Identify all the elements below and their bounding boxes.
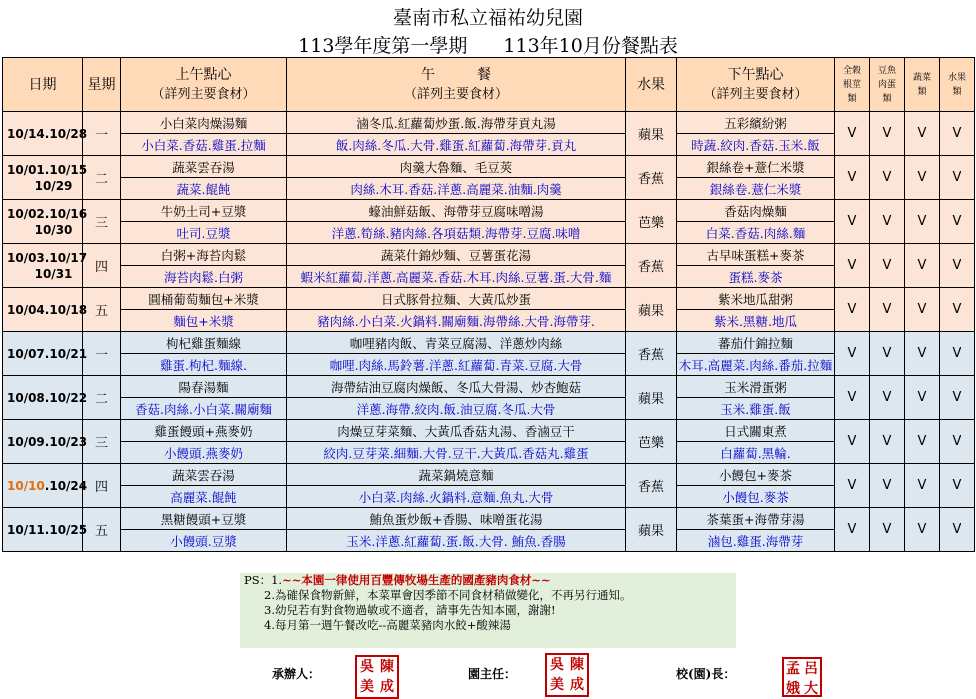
veg-check: V — [905, 332, 940, 376]
protein-check: V — [870, 376, 905, 420]
note-2: 2.為確保食物新鮮，本菜單會因季節不同食材稍做變化，不再另行通知。 — [264, 588, 632, 602]
menu-row-ingredients — [3, 134, 975, 156]
fruit-cell: 香蕉 — [626, 464, 677, 508]
fruit-check: V — [940, 420, 975, 464]
pm-snack-ingredients: 白蘿蔔.黑輪. — [677, 442, 835, 464]
lunch-ingredients: 洋蔥.海帶.絞肉.飯.油豆腐.冬瓜.大骨 — [287, 398, 626, 420]
pm-snack-dish: 日式關東煮 — [677, 420, 835, 442]
lunch-ingredients: 小白菜.肉絲.火鍋料.意麵.魚丸.大骨 — [287, 486, 626, 508]
weekday-cell: 三 — [83, 420, 121, 464]
date-cell: 10/07.10/21 — [3, 332, 83, 376]
fruit-cell: 蘋果 — [626, 112, 677, 156]
am-snack-dish: 牛奶土司+豆漿 — [121, 200, 287, 222]
fruit-check: V — [940, 288, 975, 332]
header-fruit: 水果 — [626, 58, 677, 112]
am-snack-dish: 白粥+海苔肉鬆 — [121, 244, 287, 266]
weekday-cell: 一 — [83, 332, 121, 376]
protein-check: V — [870, 244, 905, 288]
menu-row — [3, 464, 975, 486]
veg-check: V — [905, 420, 940, 464]
grain-check: V — [835, 464, 870, 508]
menu-row-ingredients — [3, 398, 975, 420]
header-pm-snack: 下午點心 （詳列主要食材） — [677, 58, 835, 112]
menu-row — [3, 156, 975, 178]
grain-check: V — [835, 288, 870, 332]
pm-snack-dish: 銀絲卷+薏仁米漿 — [677, 156, 835, 178]
menu-row-ingredients — [3, 354, 975, 376]
header-grain: 全穀 根莖 類 — [835, 58, 870, 112]
date-cell: 10/01.10/15 10/29 — [3, 156, 83, 200]
handler-stamp: 吳 陳 美 成 — [355, 655, 399, 699]
am-snack-ingredients: 小饅頭.豆漿 — [121, 530, 287, 552]
lunch-dish: 蠔油鮮菇飯、海帶芽豆腐味噌湯 — [287, 200, 626, 222]
grain-check: V — [835, 332, 870, 376]
menu-row — [3, 244, 975, 266]
veg-check: V — [905, 376, 940, 420]
am-snack-dish: 圓桶葡萄麵包+米漿 — [121, 288, 287, 310]
am-snack-ingredients: 香菇.肉絲.小白菜.關廟麵 — [121, 398, 287, 420]
menu-row-ingredients — [3, 530, 975, 552]
weekday-cell: 四 — [83, 464, 121, 508]
pm-snack-ingredients: 白菜.香菇.肉絲.麵 — [677, 222, 835, 244]
protein-check: V — [870, 112, 905, 156]
am-snack-ingredients: 海苔肉鬆.白粥 — [121, 266, 287, 288]
veg-check: V — [905, 244, 940, 288]
protein-check: V — [870, 420, 905, 464]
date-cell: 10/08.10/22 — [3, 376, 83, 420]
fruit-cell: 芭樂 — [626, 200, 677, 244]
lunch-dish: 海帶結油豆腐肉燥飯、冬瓜大骨湯、炒杏鮑菇 — [287, 376, 626, 398]
menu-row — [3, 288, 975, 310]
pm-snack-ingredients: 銀絲卷.薏仁米漿 — [677, 178, 835, 200]
menu-row — [3, 420, 975, 442]
fruit-check: V — [940, 156, 975, 200]
header-veg: 蔬菜 類 — [905, 58, 940, 112]
note-1: PS：1.~~本園一律使用百豐傳牧場生產的國產豬肉食材~~ — [244, 573, 551, 587]
am-snack-ingredients: 高麗菜.餛飩 — [121, 486, 287, 508]
fruit-check: V — [940, 376, 975, 420]
weekday-cell: 五 — [83, 288, 121, 332]
veg-check: V — [905, 288, 940, 332]
pm-snack-dish: 蕃茄什錦拉麵 — [677, 332, 835, 354]
menu-row — [3, 508, 975, 530]
pm-snack-dish: 小饅包+麥茶 — [677, 464, 835, 486]
weekday-cell: 二 — [83, 156, 121, 200]
fruit-check: V — [940, 464, 975, 508]
menu-row — [3, 112, 975, 134]
weekday-cell: 三 — [83, 200, 121, 244]
date-cell: 10/03.10/17 10/31 — [3, 244, 83, 288]
menu-subtitle — [0, 34, 976, 58]
am-snack-ingredients: 麵包+米漿 — [121, 310, 287, 332]
am-snack-dish: 蔬菜雲吞湯 — [121, 464, 287, 486]
handler-label: 承辦人： — [272, 667, 321, 681]
fruit-check: V — [940, 332, 975, 376]
principal-stamp: 孟 呂 娥 大 — [782, 657, 822, 697]
fruit-check: V — [940, 244, 975, 288]
protein-check: V — [870, 464, 905, 508]
pm-snack-ingredients: 木耳.高麗菜.肉絲.番茄.拉麵 — [677, 354, 835, 376]
lunch-dish: 肉羹大魯麵、毛豆莢 — [287, 156, 626, 178]
header-date: 日期 — [3, 58, 83, 112]
am-snack-dish: 枸杞雞蛋麵線 — [121, 332, 287, 354]
date-cell: 10/09.10/23 — [3, 420, 83, 464]
menu-body — [3, 112, 975, 552]
grain-check: V — [835, 508, 870, 552]
weekday-cell: 四 — [83, 244, 121, 288]
veg-check: V — [905, 156, 940, 200]
pm-snack-dish: 紫米地瓜甜粥 — [677, 288, 835, 310]
menu-table — [2, 57, 975, 552]
fruit-cell: 蘋果 — [626, 376, 677, 420]
pm-snack-dish: 香菇肉燥麵 — [677, 200, 835, 222]
lunch-ingredients: 絞肉.豆芽菜.細麵.大骨.豆干.大黃瓜.香菇丸.雞蛋 — [287, 442, 626, 464]
menu-row-ingredients — [3, 486, 975, 508]
fruit-cell: 香蕉 — [626, 332, 677, 376]
pm-snack-ingredients: 小饅包.麥茶 — [677, 486, 835, 508]
veg-check: V — [905, 464, 940, 508]
am-snack-ingredients: 小饅頭.燕麥奶 — [121, 442, 287, 464]
veg-check: V — [905, 112, 940, 156]
fruit-cell: 香蕉 — [626, 244, 677, 288]
am-snack-dish: 小白菜肉燥湯麵 — [121, 112, 287, 134]
am-snack-ingredients: 蔬菜.餛飩 — [121, 178, 287, 200]
lunch-dish: 滷冬瓜.紅蘿蔔炒蛋.飯.海帶芽貢丸湯 — [287, 112, 626, 134]
pm-snack-dish: 古早味蛋糕+麥茶 — [677, 244, 835, 266]
lunch-dish: 日式豚骨拉麵、大黃瓜炒蛋 — [287, 288, 626, 310]
header-protein: 豆魚 肉蛋 類 — [870, 58, 905, 112]
pm-snack-dish: 玉米滑蛋粥 — [677, 376, 835, 398]
lunch-dish: 肉燥豆芽菜麵、大黃瓜香菇丸湯、香滷豆干 — [287, 420, 626, 442]
lunch-ingredients: 蝦米紅蘿蔔.洋蔥.高麗菜.香菇.木耳.肉絲.豆薯.蛋.大骨.麵 — [287, 266, 626, 288]
notes-box — [240, 573, 736, 648]
veg-check: V — [905, 508, 940, 552]
am-snack-ingredients: 雞蛋.枸杞.麵線. — [121, 354, 287, 376]
date-cell: 10/10.10/24 — [3, 464, 83, 508]
am-snack-dish: 陽春湯麵 — [121, 376, 287, 398]
am-snack-ingredients: 吐司.豆漿 — [121, 222, 287, 244]
lunch-dish: 蔬菜什錦炒麵、豆薯蛋花湯 — [287, 244, 626, 266]
month-label: 113年10月份餐點表 — [503, 35, 678, 57]
am-snack-dish: 雞蛋饅頭+燕麥奶 — [121, 420, 287, 442]
menu-row-ingredients — [3, 442, 975, 464]
lunch-dish: 咖哩豬肉飯、青菜豆腐湯、洋蔥炒肉絲 — [287, 332, 626, 354]
grain-check: V — [835, 244, 870, 288]
header-weekday: 星期 — [83, 58, 121, 112]
note-4: 4.每月第一週午餐改吃--高麗菜豬肉水餃+酸辣湯 — [264, 618, 511, 632]
menu-row-ingredients — [3, 310, 975, 332]
grain-check: V — [835, 156, 870, 200]
am-snack-dish: 黑糖饅頭+豆漿 — [121, 508, 287, 530]
header-am-snack: 上午點心 （詳列主要食材） — [121, 58, 287, 112]
menu-row — [3, 376, 975, 398]
protein-check: V — [870, 200, 905, 244]
protein-check: V — [870, 332, 905, 376]
grain-check: V — [835, 112, 870, 156]
am-snack-dish: 蔬菜雲吞湯 — [121, 156, 287, 178]
lunch-dish: 蔬菜鍋燒意麵 — [287, 464, 626, 486]
pm-snack-ingredients: 紫米.黑糖.地瓜 — [677, 310, 835, 332]
fruit-cell: 香蕉 — [626, 156, 677, 200]
grain-check: V — [835, 420, 870, 464]
protein-check: V — [870, 288, 905, 332]
fruit-check: V — [940, 200, 975, 244]
lunch-ingredients: 洋蔥.筍絲.豬肉絲.各項菇類.海帶芽.豆腐.味噌 — [287, 222, 626, 244]
weekday-cell: 一 — [83, 112, 121, 156]
fruit-cell: 蘋果 — [626, 288, 677, 332]
fruit-cell: 芭樂 — [626, 420, 677, 464]
lunch-ingredients: 咖哩.肉絲.馬鈴薯.洋蔥.紅蘿蔔.青菜.豆腐.大骨 — [287, 354, 626, 376]
fruit-cell: 蘋果 — [626, 508, 677, 552]
pm-snack-dish: 茶葉蛋+海帶芽湯 — [677, 508, 835, 530]
menu-row — [3, 332, 975, 354]
pm-snack-ingredients: 玉米.雞蛋.飯 — [677, 398, 835, 420]
menu-row-ingredients — [3, 222, 975, 244]
am-snack-ingredients: 小白菜.香菇.雞蛋.拉麵 — [121, 134, 287, 156]
school-title: 臺南市私立福祐幼兒園 — [392, 7, 583, 29]
header-fruit-cat: 水果 類 — [940, 58, 975, 112]
note-3: 3.幼兒若有對食物過敏或不適者，請事先告知本園，謝謝! — [264, 603, 556, 617]
protein-check: V — [870, 508, 905, 552]
protein-check: V — [870, 156, 905, 200]
lunch-ingredients: 豬肉絲.小白菜.火鍋料.關廟麵.海帶絲.大骨.海帶芽. — [287, 310, 626, 332]
pm-snack-ingredients: 時蔬.絞肉.香菇.玉米.飯 — [677, 134, 835, 156]
lunch-ingredients: 飯.肉絲.冬瓜.大骨.雞蛋.紅蘿蔔.海帶芽.貢丸 — [287, 134, 626, 156]
veg-check: V — [905, 200, 940, 244]
menu-row-ingredients — [3, 178, 975, 200]
header-lunch: 午 餐 （詳列主要食材） — [287, 58, 626, 112]
director-stamp: 吳 陳 美 成 — [545, 653, 589, 697]
fruit-check: V — [940, 112, 975, 156]
lunch-ingredients: 玉米.洋蔥.紅蘿蔔.蛋.飯.大骨. 鮪魚.香腸 — [287, 530, 626, 552]
date-cell: 10/04.10/18 — [3, 288, 83, 332]
date-cell: 10/14.10/28 — [3, 112, 83, 156]
menu-row-ingredients — [3, 266, 975, 288]
term-label: 113學年度第一學期 — [298, 35, 468, 57]
weekday-cell: 五 — [83, 508, 121, 552]
director-label: 園主任： — [468, 667, 517, 681]
pm-snack-ingredients: 蛋糕.麥茶 — [677, 266, 835, 288]
lunch-ingredients: 肉絲.木耳.香菇.洋蔥.高麗菜.油麵.肉羹 — [287, 178, 626, 200]
pm-snack-ingredients: 滷包.雞蛋.海帶芽 — [677, 530, 835, 552]
date-cell: 10/11.10/25 — [3, 508, 83, 552]
grain-check: V — [835, 200, 870, 244]
pm-snack-dish: 五彩繽紛粥 — [677, 112, 835, 134]
menu-row — [3, 200, 975, 222]
weekday-cell: 二 — [83, 376, 121, 420]
date-cell: 10/02.10/16 10/30 — [3, 200, 83, 244]
grain-check: V — [835, 376, 870, 420]
fruit-check: V — [940, 508, 975, 552]
principal-label: 校(園)長： — [676, 667, 736, 681]
lunch-dish: 鮪魚蛋炒飯+香腸、味噌蛋花湯 — [287, 508, 626, 530]
